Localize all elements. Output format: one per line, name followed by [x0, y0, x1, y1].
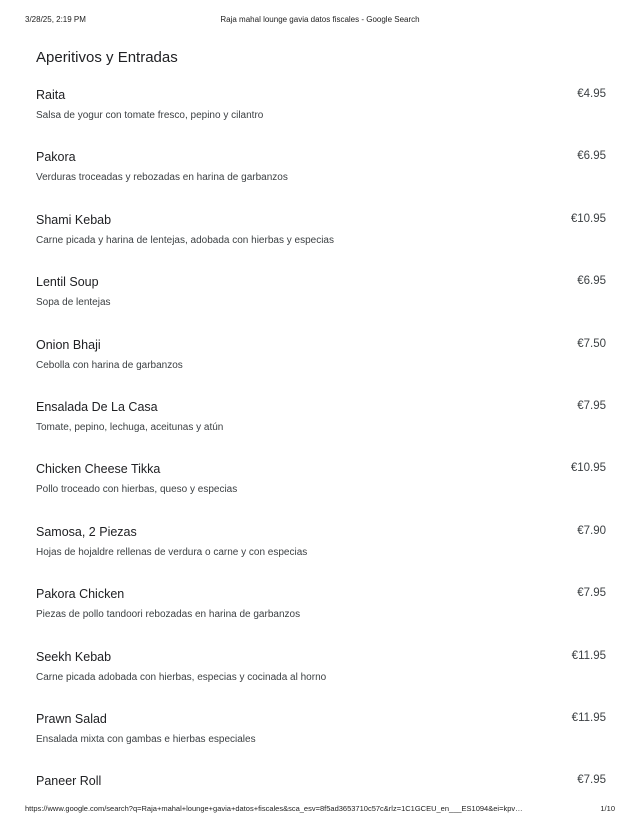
- menu-item-description: Cebolla con harina de garbanzos: [36, 359, 183, 371]
- menu-item[interactable]: [0, 710, 640, 772]
- menu-item-description: Carne picada adobada con hierbas, especias y cocinada al horno: [36, 671, 327, 683]
- menu-item-description: Hojas de hojaldre rellenas de verdura o carne y con especias: [36, 546, 308, 558]
- menu-item-name: Shami Kebab: [36, 212, 112, 227]
- menu-item-price: €11.95: [571, 711, 606, 724]
- menu-item-name: Onion Bhaji: [36, 337, 101, 352]
- menu-item-price: €10.95: [570, 462, 606, 475]
- menu-item[interactable]: [0, 398, 640, 460]
- menu-item-description: Ensalada mixta con gambas e hierbas especiales: [36, 733, 256, 745]
- menu-item-price: €7.95: [577, 399, 606, 412]
- menu-item-name: Pakora Chicken: [36, 587, 125, 602]
- menu-item-description: Tomate, pepino, lechuga, aceitunas y atún: [36, 421, 224, 433]
- menu-item-description: Carne picada y harina de lentejas, adobada con hierbas y especias: [36, 234, 334, 246]
- menu-item[interactable]: [0, 336, 640, 398]
- menu-item-price: €7.95: [577, 774, 606, 787]
- menu-item-description: Salsa de yogur con tomate fresco, pepino y cilantro: [36, 110, 264, 121]
- menu-item-description: Verduras troceadas y rebozadas en harina de garbanzos: [36, 172, 288, 184]
- menu-item[interactable]: [0, 273, 640, 335]
- menu-item-name: Raita: [36, 88, 66, 102]
- menu-item-price: €6.95: [577, 150, 606, 163]
- menu-item[interactable]: [0, 148, 640, 210]
- print-datetime: 3/28/25, 2:19 PM: [25, 15, 86, 24]
- menu-item[interactable]: [0, 648, 640, 710]
- menu-item-name: Pakora: [36, 150, 76, 165]
- menu-item-price: €11.95: [571, 649, 606, 662]
- print-header: [0, 15, 640, 27]
- print-page-title: Raja mahal lounge gavia datos fiscales - Google Search: [220, 15, 420, 24]
- print-url: https://www.google.com/search?q=Raja+mahal+lounge+gavia+datos+fiscales&sca_esv=8f5ad3653710c57c&rlz=1C1GCEU_en___ES1094&ei=kpv…: [25, 804, 523, 813]
- menu-item-name: Chicken Cheese Tikka: [36, 462, 161, 477]
- menu-item-price: €10.95: [570, 212, 606, 225]
- menu-item-name: Seekh Kebab: [36, 649, 112, 664]
- menu-item-name: Ensalada De La Casa: [36, 399, 158, 414]
- menu-list: [0, 86, 640, 835]
- menu-item-name: Prawn Salad: [36, 711, 107, 726]
- menu-item[interactable]: [0, 86, 640, 148]
- menu-item[interactable]: [0, 460, 640, 522]
- print-footer: [0, 804, 640, 816]
- menu-item-price: €7.90: [577, 524, 606, 537]
- menu-item[interactable]: [0, 585, 640, 647]
- menu-item-description: Piezas de pollo tandoori rebozadas en harina de garbanzos: [36, 609, 301, 621]
- menu-item-description: Sopa de lentejas: [36, 297, 111, 309]
- menu-item-name: Paneer Roll: [36, 774, 102, 789]
- menu-item[interactable]: [0, 523, 640, 585]
- section-title: Aperitivos y Entradas: [36, 49, 178, 66]
- print-page-number: 1/10: [600, 804, 615, 813]
- menu-item-name: Samosa, 2 Piezas: [36, 524, 137, 539]
- menu-item-price: €7.50: [577, 337, 606, 350]
- menu-item[interactable]: [0, 211, 640, 273]
- menu-item-price: €6.95: [577, 275, 606, 288]
- menu-item-price: €7.95: [577, 587, 606, 600]
- menu-item-description: Pollo troceado con hierbas, queso y especias: [36, 484, 238, 496]
- menu-item-name: Lentil Soup: [36, 275, 99, 290]
- menu-item-price: €4.95: [577, 88, 606, 100]
